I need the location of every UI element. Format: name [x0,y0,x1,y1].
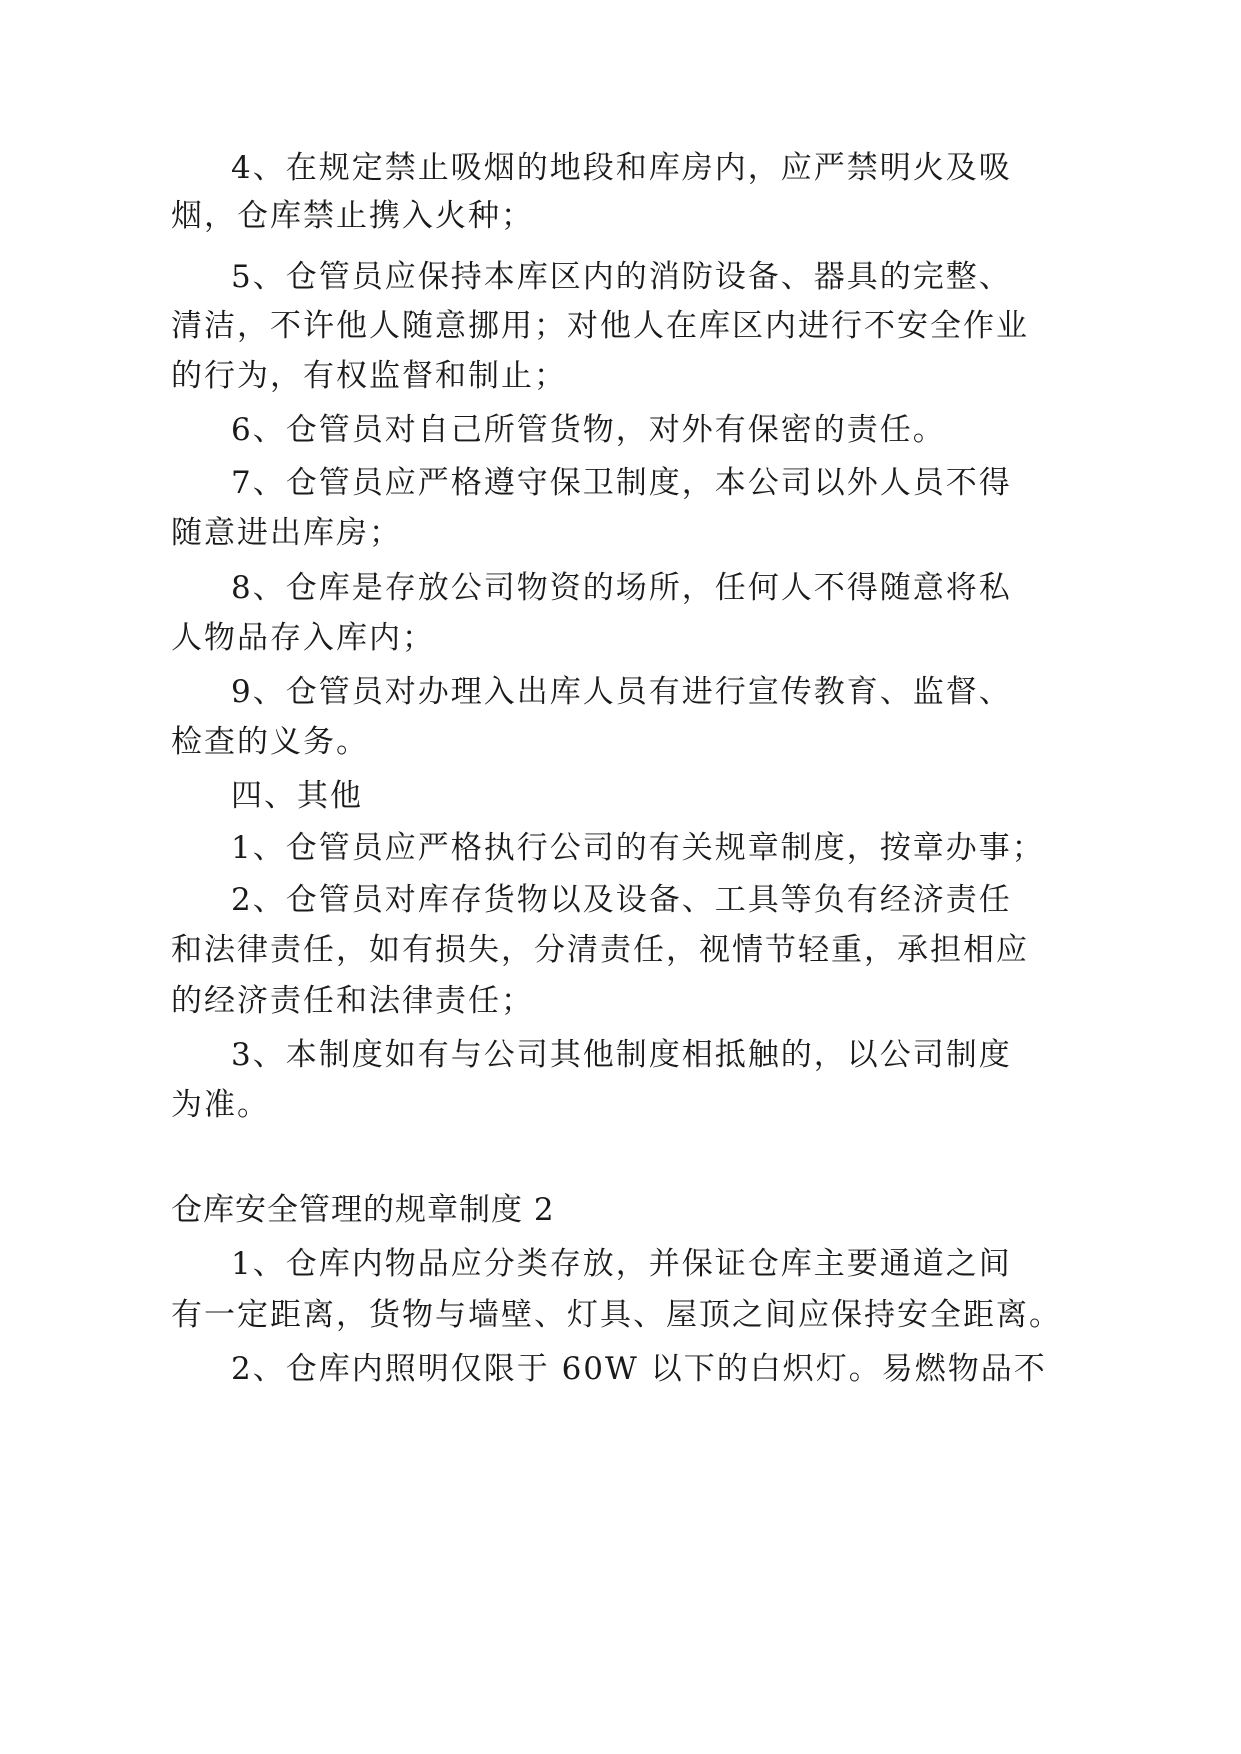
item-7-line-1: 7、仓管员应严格遵守保卫制度，本公司以外人员不得 [231,465,1012,501]
part-2-item-1-line-2: 有一定距离，货物与墙壁、灯具、屋顶之间应保持安全距离。 [171,1297,1062,1333]
part-2-title: 仓库安全管理的规章制度 2 [171,1192,555,1228]
section-4-item-2-line-3: 的经济责任和法律责任； [171,983,534,1019]
item-4-line-1: 4、在规定禁止吸烟的地段和库房内，应严禁明火及吸 [231,150,1012,186]
section-4-item-2-line-1: 2、仓管员对库存货物以及设备、工具等负有经济责任 [231,882,1012,918]
item-5-line-1: 5、仓管员应保持本库区内的消防设备、器具的完整、 [231,259,1012,295]
section-4-item-3-line-2: 为准。 [171,1087,270,1123]
item-8-line-1: 8、仓库是存放公司物资的场所，任何人不得随意将私 [231,570,1012,606]
section-4-item-3-line-1: 3、本制度如有与公司其他制度相抵触的，以公司制度 [231,1037,1012,1073]
part-2-item-2-line-1: 2、仓库内照明仅限于 60W 以下的白炽灯。易燃物品不 [231,1351,1047,1387]
item-7-line-2: 随意进出库房； [171,515,402,551]
item-6-line-1: 6、仓管员对自己所管货物，对外有保密的责任。 [231,412,946,448]
item-5-line-3: 的行为，有权监督和制止； [171,358,567,394]
item-5-line-2: 清洁，不许他人随意挪用；对他人在库区内进行不安全作业 [171,308,1029,344]
part-2-item-1-line-1: 1、仓库内物品应分类存放，并保证仓库主要通道之间 [231,1246,1012,1282]
item-8-line-2: 人物品存入库内； [171,620,435,656]
section-4-item-1-line-1: 1、仓管员应严格执行公司的有关规章制度，按章办事； [231,830,1045,866]
section-4-heading: 四、其他 [231,778,363,814]
section-4-item-2-line-2: 和法律责任，如有损失，分清责任，视情节轻重，承担相应 [171,932,1029,968]
item-9-line-2: 检查的义务。 [171,724,369,760]
item-4-line-2: 烟，仓库禁止携入火种； [171,198,534,234]
item-9-line-1: 9、仓管员对办理入出库人员有进行宣传教育、监督、 [231,674,1012,710]
